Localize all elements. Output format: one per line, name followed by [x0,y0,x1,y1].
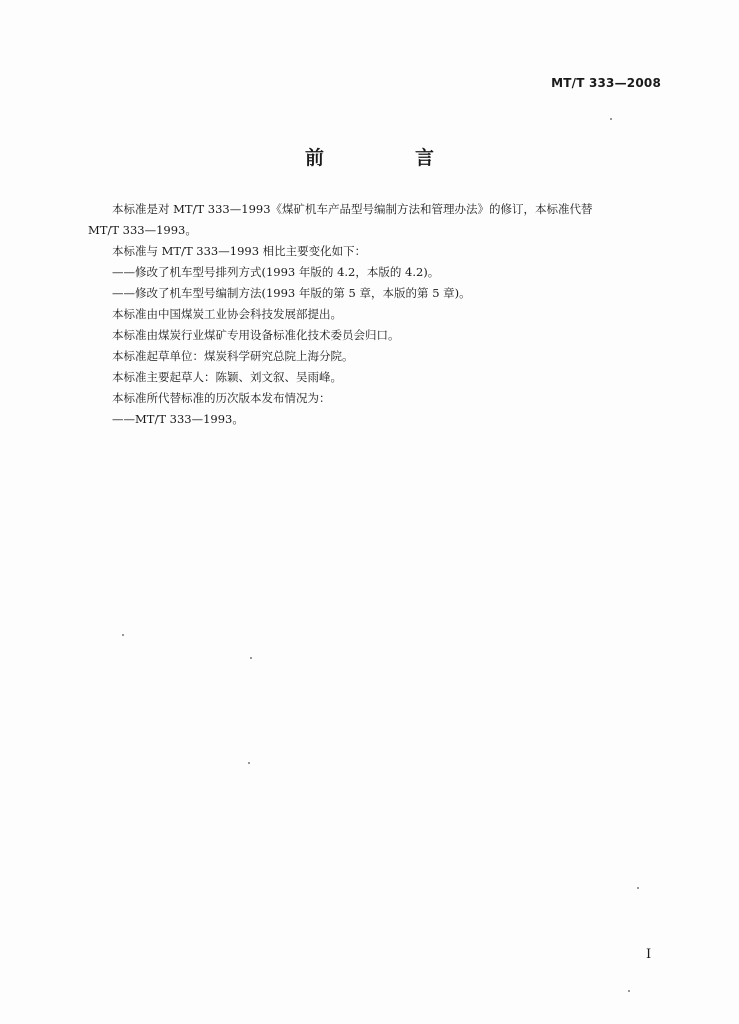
scan-speck [610,118,612,120]
paragraph-revision-statement: 本标准是对 MT/T 333—1993《煤矿机车产品型号编制方法和管理办法》的修订，本标准代替 [112,202,593,216]
paragraph-proposed-by: 本标准由中国煤炭工业协会科技发展部提出。 [112,307,342,321]
scan-speck [122,634,124,636]
history-item: ——MT/T 333—1993。 [112,412,244,426]
foreword-body [88,199,662,430]
page-title: 前 言 [304,147,470,169]
paragraph-changes-intro: 本标准与 MT/T 333—1993 相比主要变化如下： [112,244,367,258]
paragraph-revision-statement-cont: MT/T 333—1993。 [88,223,197,237]
scan-speck [637,887,639,889]
scan-speck [628,990,630,992]
paragraph-drafters: 本标准主要起草人：陈颖、刘文叙、吴雨峰。 [112,370,342,384]
change-item-coding-method: ——修改了机车型号编制方法(1993 年版的第 5 章，本版的第 5 章)。 [112,286,471,300]
paragraph-administered-by: 本标准由煤炭行业煤矿专用设备标准化技术委员会归口。 [112,328,400,342]
paragraph-history-intro: 本标准所代替标准的历次版本发布情况为： [112,391,331,405]
page-number: I [646,947,652,962]
change-item-arrangement: ——修改了机车型号排列方式(1993 年版的 4.2，本版的 4.2)。 [112,265,440,279]
paragraph-drafting-unit: 本标准起草单位：煤炭科学研究总院上海分院。 [112,349,354,363]
scan-speck [248,762,250,764]
standard-code-header: MT/T 333—2008 [551,76,661,90]
scan-speck [250,657,252,659]
